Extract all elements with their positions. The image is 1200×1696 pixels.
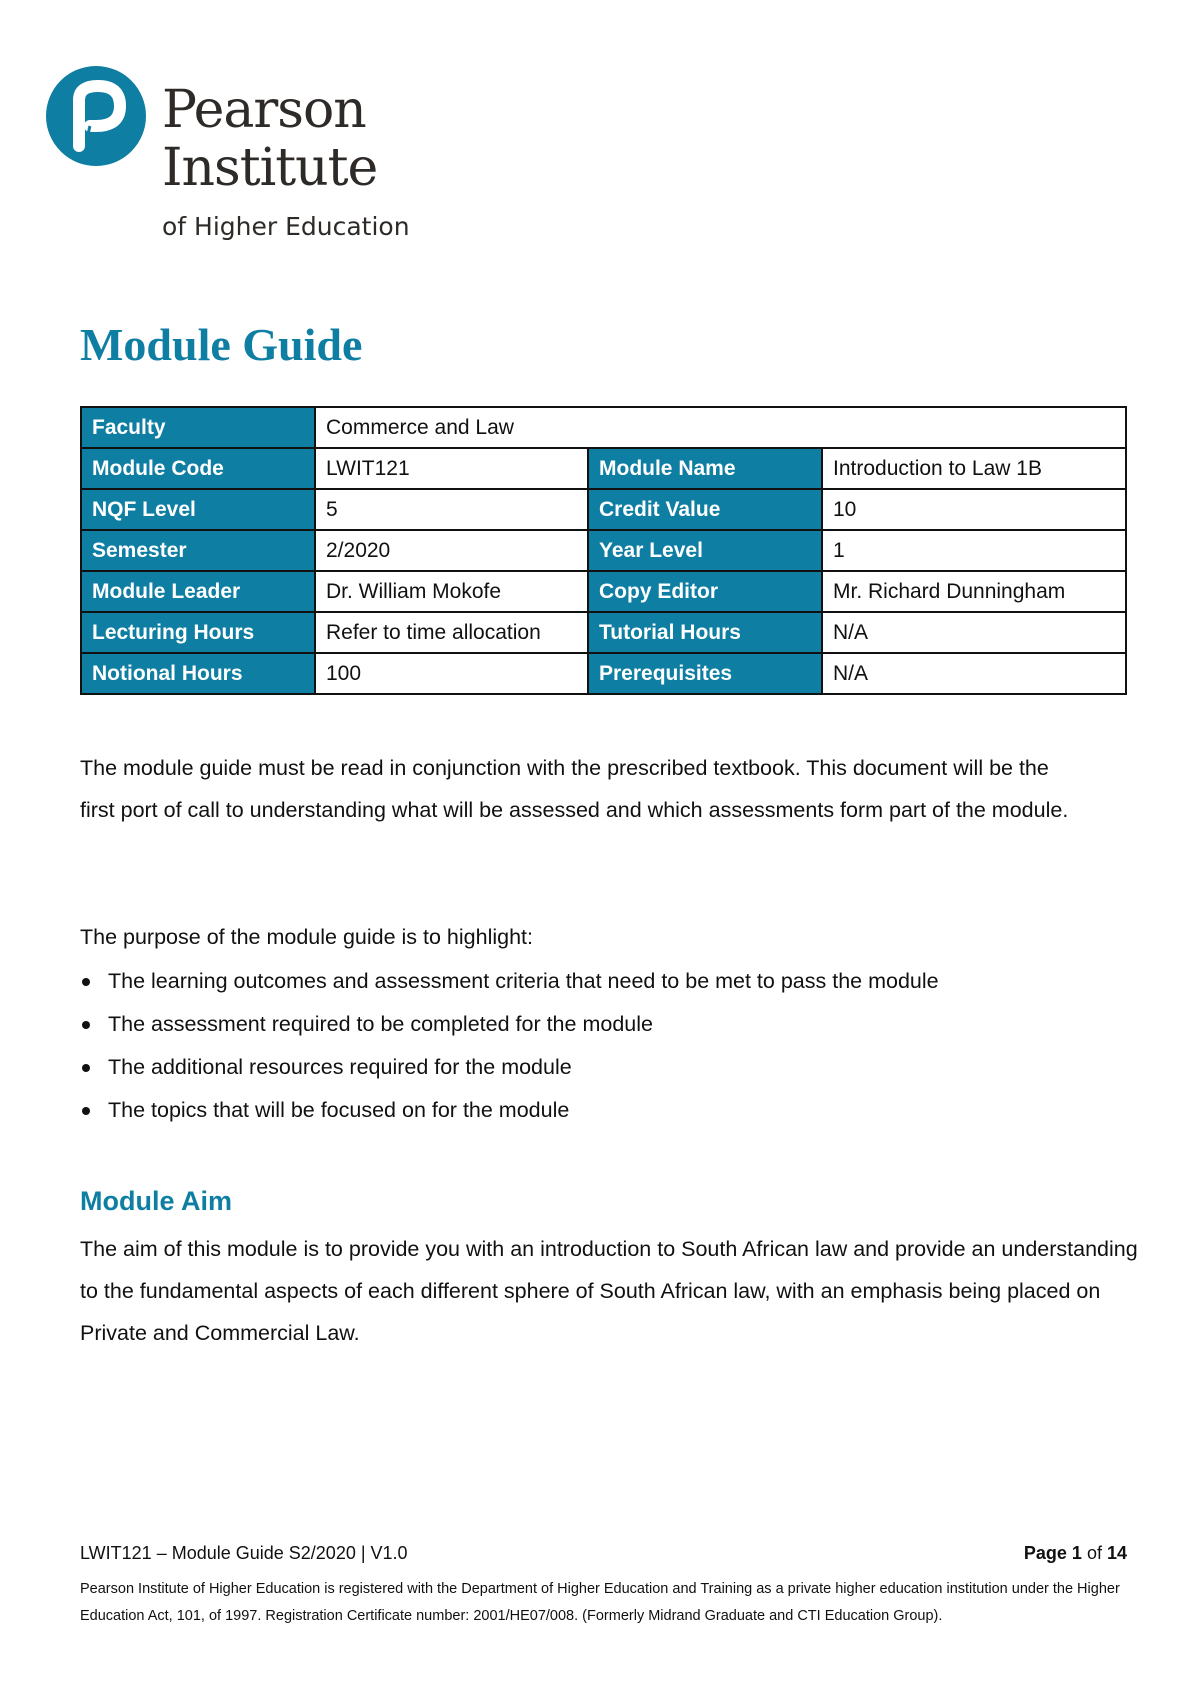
module-code-value: LWIT121 — [315, 448, 588, 489]
year-level-label: Year Level — [588, 530, 822, 571]
table-row — [81, 489, 1126, 530]
module-leader-value: Dr. William Mokofe — [315, 571, 588, 612]
prerequisites-label: Prerequisites — [588, 653, 822, 694]
table-row — [81, 448, 1126, 489]
table-row — [81, 653, 1126, 694]
logo-text-pearson: Pearson — [162, 80, 366, 140]
notional-hours-label: Notional Hours — [81, 653, 315, 694]
footer-page-number: Page 1 of 14 — [1023, 1543, 1127, 1563]
bullet-icon — [82, 1107, 90, 1115]
table-row — [81, 530, 1126, 571]
semester-label: Semester — [81, 530, 315, 571]
bullet-icon — [82, 1021, 90, 1029]
module-info-table — [80, 406, 1127, 695]
nqf-level-value: 5 — [315, 489, 588, 530]
tutorial-hours-label: Tutorial Hours — [588, 612, 822, 653]
logo-text-institute: Institute — [162, 138, 378, 198]
module-name-label: Module Name — [588, 448, 822, 489]
lecturing-hours-value: Refer to time allocation — [315, 612, 588, 653]
module-name-value: Introduction to Law 1B — [822, 448, 1126, 489]
year-level-value: 1 — [822, 530, 1126, 571]
credit-value-value: 10 — [822, 489, 1126, 530]
prerequisites-value: N/A — [822, 653, 1126, 694]
page-title: Module Guide — [80, 319, 363, 370]
list-item: The learning outcomes and assessment criteria that need to be met to pass the module — [80, 960, 939, 1003]
module-code-label: Module Code — [81, 448, 315, 489]
intro-paragraph: The module guide must be read in conjunction with the prescribed textbook. This document will be the first port of call to understanding what will be assessed and which assessments form part of the module. — [80, 756, 1069, 822]
copy-editor-value: Mr. Richard Dunningham — [822, 571, 1126, 612]
module-leader-label: Module Leader — [81, 571, 315, 612]
lecturing-hours-label: Lecturing Hours — [81, 612, 315, 653]
bullet-icon — [82, 1064, 90, 1072]
module-aim-heading: Module Aim — [80, 1186, 232, 1216]
footer-registration-note: Pearson Institute of Higher Education is registered with the Department of Higher Education and Training as a private higher education institution under the Higher Education Act, 101, of 1997. Registration Certificate number: 2001/HE07/008. (Formerly Midrand Graduate and CTI Education Group). — [80, 1581, 1120, 1624]
faculty-label: Faculty — [81, 407, 315, 448]
list-item: The additional resources required for the module — [80, 1046, 939, 1089]
bullet-icon — [82, 978, 90, 986]
table-row — [81, 612, 1126, 653]
list-item: The assessment required to be completed for the module — [80, 1003, 939, 1046]
faculty-value: Commerce and Law — [315, 407, 1126, 448]
tutorial-hours-value: N/A — [822, 612, 1126, 653]
semester-value: 2/2020 — [315, 530, 588, 571]
purpose-list — [80, 960, 939, 1132]
purpose-intro: The purpose of the module guide is to highlight: — [80, 925, 533, 949]
aim-paragraph: The aim of this module is to provide you with an introduction to South African law and provide an understanding to the fundamental aspects of each different sphere of South African law, with an emphasis being placed on Private and Commercial Law. — [80, 1237, 1138, 1345]
credit-value-label: Credit Value — [588, 489, 822, 530]
pearson-p-icon — [46, 66, 146, 166]
notional-hours-value: 100 — [315, 653, 588, 694]
pearson-logo — [46, 66, 446, 256]
table-row — [81, 407, 1126, 448]
footer-doc-ref: LWIT121 – Module Guide S2/2020 | V1.0 — [80, 1543, 408, 1563]
nqf-level-label: NQF Level — [81, 489, 315, 530]
copy-editor-label: Copy Editor — [588, 571, 822, 612]
list-item: The topics that will be focused on for the module — [80, 1089, 939, 1132]
table-row — [81, 571, 1126, 612]
logo-text-subtitle: of Higher Education — [162, 212, 410, 241]
